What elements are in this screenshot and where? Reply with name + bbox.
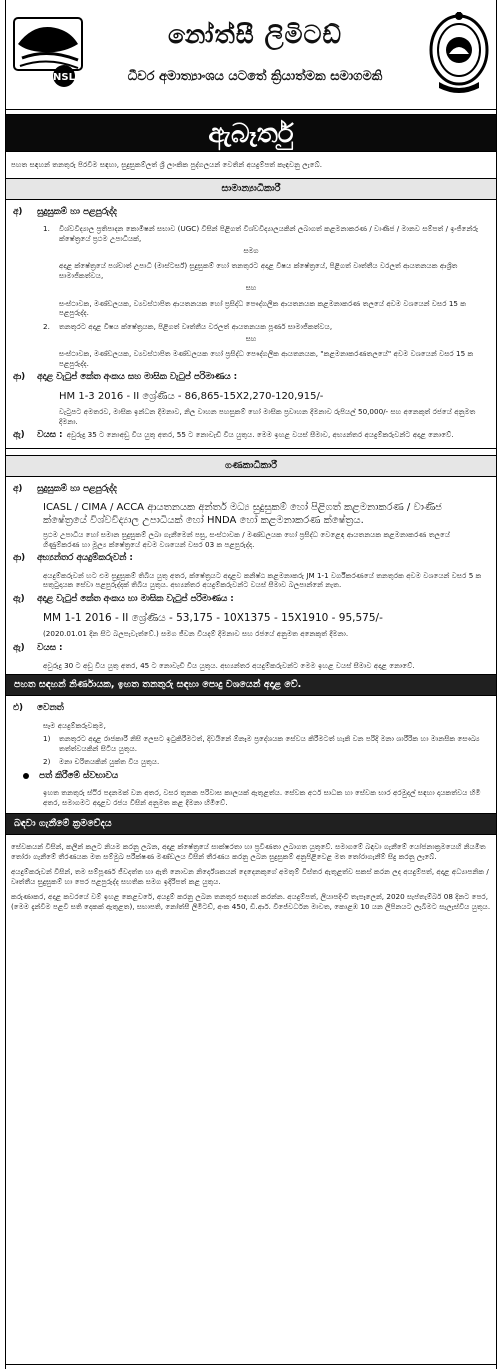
gm-salary-scale: HM 1-3 2016 - II ශ්‍රේණිය - 86,865-15X2,270-120,915/- xyxy=(59,390,324,402)
recruitment-para-2: අයදුම්කරුවන් විසින්, තම සම්පූර්ණ ජීවදත්ත හා ඇති නොවන නිර්දේශකයන් දෙදෙනකුගේ අමතුම් විස්තර ඇතුළත්ව සකස් කරන ලද අයදුම්පත්, අදාළ අධ්‍යාපනික / වෘත්තීය සුදුසුකම් හා පෙර පළපුරුද්ද සහතික සමග ඉදිරිපත් කළ යුතුය. xyxy=(11,867,489,886)
section-accountant-title: ගණකාධිකාරී xyxy=(5,455,497,477)
gm-item-2: 2. තනතුරට අදාළ විෂය ක්ෂේත්‍රයක, පිළිගත් වෘත්තීය වරලත් ආයතනයක පූර්ණ සාමාජිකත්වය, xyxy=(43,321,333,331)
gm-para-3: සංස්ථාවක, මණ්ඩලයක, ව්‍යවස්ථාපිත මණ්ඩලයක හෝ ප්‍රසිද්ධ පෞද්ගලික ආයතනයක, "කළමනාකරණතලයේ" අවම වශයෙන් වසර 15 ක පළපුරුද්ද. xyxy=(59,349,474,368)
acc-salary-scale: MM 1-1 2016 - II ශ්‍රේණිය - 53,175 - 10X1375 - 15X1910 - 95,575/- xyxy=(43,611,383,624)
gm-joiner-2: සහ xyxy=(245,284,257,293)
logo-left-text: NSL xyxy=(53,72,75,83)
acc-age-text: අවුරුදු 30 ට අඩු විය යුතු අතර, 45 ට නොවැඩි විය යුතුය. අභ්‍යන්තර අයදුම්කරුවන්ට මෙම ඉහළ වයස් සීමාව අදාළ නොවේ. xyxy=(43,660,415,670)
vacancies-banner: ඇබෑර්තු xyxy=(5,114,497,152)
masthead xyxy=(5,0,497,110)
recruitment-para-1: සේවකයන් විසින්, කලින් කලට නියම කරනු ලබන, අදාළ ක්ෂේත්‍රයේ සාක්ෂරතා හා ප්‍රවීණතා ලබාගත යුතුවේ. සමාගමේ බඳවා ගැනීමේ යෝජනාක්‍රමයෙහි නියමිත තෝරා ගැනීමේ තීරණයක මත සම්මුඛ පරීක්ෂණ මණ්ඩලය විසින් තීරණය කරනු ලබන සුදුසුකම් අනුපිළිවෙළ මත තෝරාගැනීම් සිදු කරනු ලැබේ. xyxy=(11,842,486,861)
other-item-2: 2) මනා චරිතයකින් යුක්ත විය යුතුය. xyxy=(43,757,160,767)
gm-item-1: 1. විශ්වවිද්‍යාල ප්‍රතිපාදන කොමිෂන් සභාව (UGC) විසින් පිළිගත් විශ්වවිද්‍යාලයකින් ලබාගත් කළමනාකරණ / වාණිජ / මානව සම්පත් / ඉංජිනේරු ක්ෂේත්‍රයේ ප්‍රථම උපාධියක්, xyxy=(43,224,479,243)
acc-experience: ප්‍රථම උපාධිය හෝ සමාන සුදුසුකම් ලබා ගැනීමෙන් පසු, සංස්ථාවක / මණ්ඩලයක හෝ ප්‍රසිද්ධ වෙළෙඳ ආයතනයක කළමනාකරණ තලයේ ගිණුම්කරණ හා මූල්‍ය ක්ෂේත්‍රයේ අවම වශයෙන් වසර 03 ක පළපුරුද්ද. xyxy=(43,530,451,549)
government-emblem-icon xyxy=(427,10,491,94)
nsl-logo-icon xyxy=(12,14,84,88)
appointment-nature-heading: පත් කිරීමේ ස්වභාවය xyxy=(23,771,493,783)
acc-age-heading: ඇ) වයස : xyxy=(13,642,63,653)
company-name: නෝත්සී ලිමිටඩ් xyxy=(167,20,343,49)
other-intro: සෑම අයදුම්කරුවකුම, xyxy=(43,720,106,730)
section-recruitment-title: බඳවා ගැනීමේ ක්‍රමවේදය xyxy=(5,813,497,835)
acc-internal-text: අයදුම්කරුවන් හට එම සුදුසුකම් තිබිය යුතු අතර, ක්ෂේත්‍රයට අදාළව කනිෂ්ඨ කළමනාකරු JM 1-1 වර්ගීකරණයේ තනතුරක අවම වශයෙන් වසර 5 ක සතුටුදායක සේවා පළපුරුද්දක් තිබිය යුතුය. අභ්‍යන්තර අයදුම්කරුවන්ට වයස් සීමාව බලපාන්නේ නැත. xyxy=(43,570,482,590)
gm-para-1: අදාළ ක්ෂේත්‍රයේ පශ්චාත් උපාධි (මාස්ටර්ස්) සුදුසුකම් හෝ තනතුරට අදාළ විෂය ක්ෂේත්‍රයේ, පිළිගත් වෘත්තීය වරලත් ආයතනයක ආශ්‍රිත සාමාජිකත්වය, xyxy=(59,261,458,280)
other-heading: එ) වෙනත් xyxy=(13,703,64,714)
outer-frame xyxy=(5,0,497,1369)
gm-joiner-1: සමග xyxy=(243,247,259,256)
acc-internal-heading: ආ) අභ්‍යන්තර අයදුම්කරුවන් : xyxy=(13,553,133,564)
recruitment-para-3: කරුණාකර, අදාළ කවරයේ වම් ඉහළ කෙළවරේ, අයදුම් කරනු ලබන තනතුර සඳහන් කරන්න. අයදුම්පත්, ලියාපදිංචි තැපෑලෙන්, 2020 සැප්තැම්බර් 08 දිනට පෙර, (මෙම දැන්වීම පළවී සති දෙකක් ඇතුළත), සභාපති, නෝත්සී ලිමිටඩ්, අංක 450, ඩී.ආර්. විජේවර්ධන මාවත, කොළඹ 10 යන ලිපිනයට ලැබීමට සැලැස්විය යුතුය. xyxy=(11,892,491,911)
section-common-criteria-title: පහත සඳහන් නිර්ණායක, ඉහත තනතුරු සඳහා පොදු වශයෙන් අදාළ වේ. xyxy=(5,674,497,696)
intro-text: පහත සඳහන් තනතුරු පිරවීම සඳහා, සුදුසුකම්ලත් ශ්‍රී ලාංකික පුද්ගලයන් වෙතින් අයදුම්පත් කැඳවනු ලැබේ. xyxy=(11,160,323,169)
bottom-border xyxy=(5,1364,497,1365)
other-item-1: 1) තනතුරට අදාළ රාජකාරී නිසි ලෙසට ඉටුකිරීමටත්, දිවයිනේ ඕනෑම ප්‍රදේශයක සේවය කිරීමටත් හැකි වන පරිදි මනා ශාරීරික හා මානසික සෞඛ්‍ය තත්ත්වයකින් සිටිය යුතුය. xyxy=(43,734,480,753)
acc-salary-note: (2020.01.01 දින සිට බලපැවැත්වේ.) සමග ජීවන වියදම් දීමනාව සහ රජයේ අනුමත අනෙකුත් දීමනා. xyxy=(43,629,349,639)
gm-age-label: වයස : xyxy=(37,430,63,441)
gm-joiner-3: සහ xyxy=(245,335,257,344)
ministry-subtitle: ධීවර අමාත්‍යාංශය යටතේ ක්‍රියාත්මක සමාගමකි xyxy=(127,69,383,84)
gm-qualifications-heading: අ) සුදුසුකම් හා පළපුරුද්ද xyxy=(13,206,117,217)
gm-para-2: සංස්ථාවක, මණ්ඩලයක, ව්‍යවස්ථාපිත ආයතනයක හෝ ප්‍රසිද්ධ පෞද්ගලික ආයතනයක කළමනාකරණ තලයේ අවම වශයෙන් වසර 15 ක පළපුරුද්ද. xyxy=(59,298,467,318)
gm-age: ඇ) වයස : අවුරුදු 35 ට නොඅඩු විය යුතු අතර, 55 ට නොවැඩි විය යුතුය. මෙම ඉහළ වයස් සීමාව, අභ්‍යන්තර අයදුම්කරුවන්ට අදාළ නොවේ. xyxy=(13,430,454,441)
acc-salary-heading: ඇ) අදාළ වැටුප් කේත අංකය හා මාසික වැටුප් පරිමාණය : xyxy=(13,593,234,604)
gm-salary-heading: ආ) අදාළ වැටුප් කේත අංකය සහ මාසික වැටුප් පරිමාණය : xyxy=(13,372,238,383)
gm-age-text: අවුරුදු 35 ට නොඅඩු විය යුතු අතර, 55 ට නොවැඩි විය යුතුය. මෙම ඉහළ වයස් සීමාව, අභ්‍යන්තර අයදුම්කරුවන්ට අදාළ නොවේ. xyxy=(66,430,454,440)
acc-qualification-bodies: ICASL / CIMA / ACCA ආයතනයක අන්තර් මධ්‍ය සුදුසුකම් හෝ පිළිගත් කළමනාකරණ / වාණිජ ක්ෂේත්‍රයේ විශ්වවිද්‍යාල උපාධියක් හෝ HNDA හෝ කළමනාකරණ ක්ෂේත්‍රය. xyxy=(43,502,442,527)
appointment-nature-text: ඉහත තනතුරු ස්ථිර පදනමක් වන අතර, වසර තුනක පරිවාස කාලයක් ඇතුළත්ය. සේවක අර්ථ සාධක හා සේවක භාර අරමුදල් සඳහා දායකත්වය හිමි අතර, සමාගමට අදාළව රජය විසින් අනුමත කළ දීමනා හිමිවේ. xyxy=(43,788,481,807)
acc-qualifications-heading: අ) සුදුසුකම් හා පළපුරුද්ද xyxy=(13,483,117,494)
gm-salary-note: වැටුපට අමතරව, මාසික ඉන්ධන දීමනාව, නිල වාහන පහසුකම් හෝ මාසික ප්‍රවාහන දීමනාව රුපියල් 50,000/- සහ අනෙකුත් රජයේ අනුමත දීමනා. xyxy=(59,407,476,426)
section-general-manager-title: සාමාන්‍යාධිකාරී xyxy=(5,178,497,200)
